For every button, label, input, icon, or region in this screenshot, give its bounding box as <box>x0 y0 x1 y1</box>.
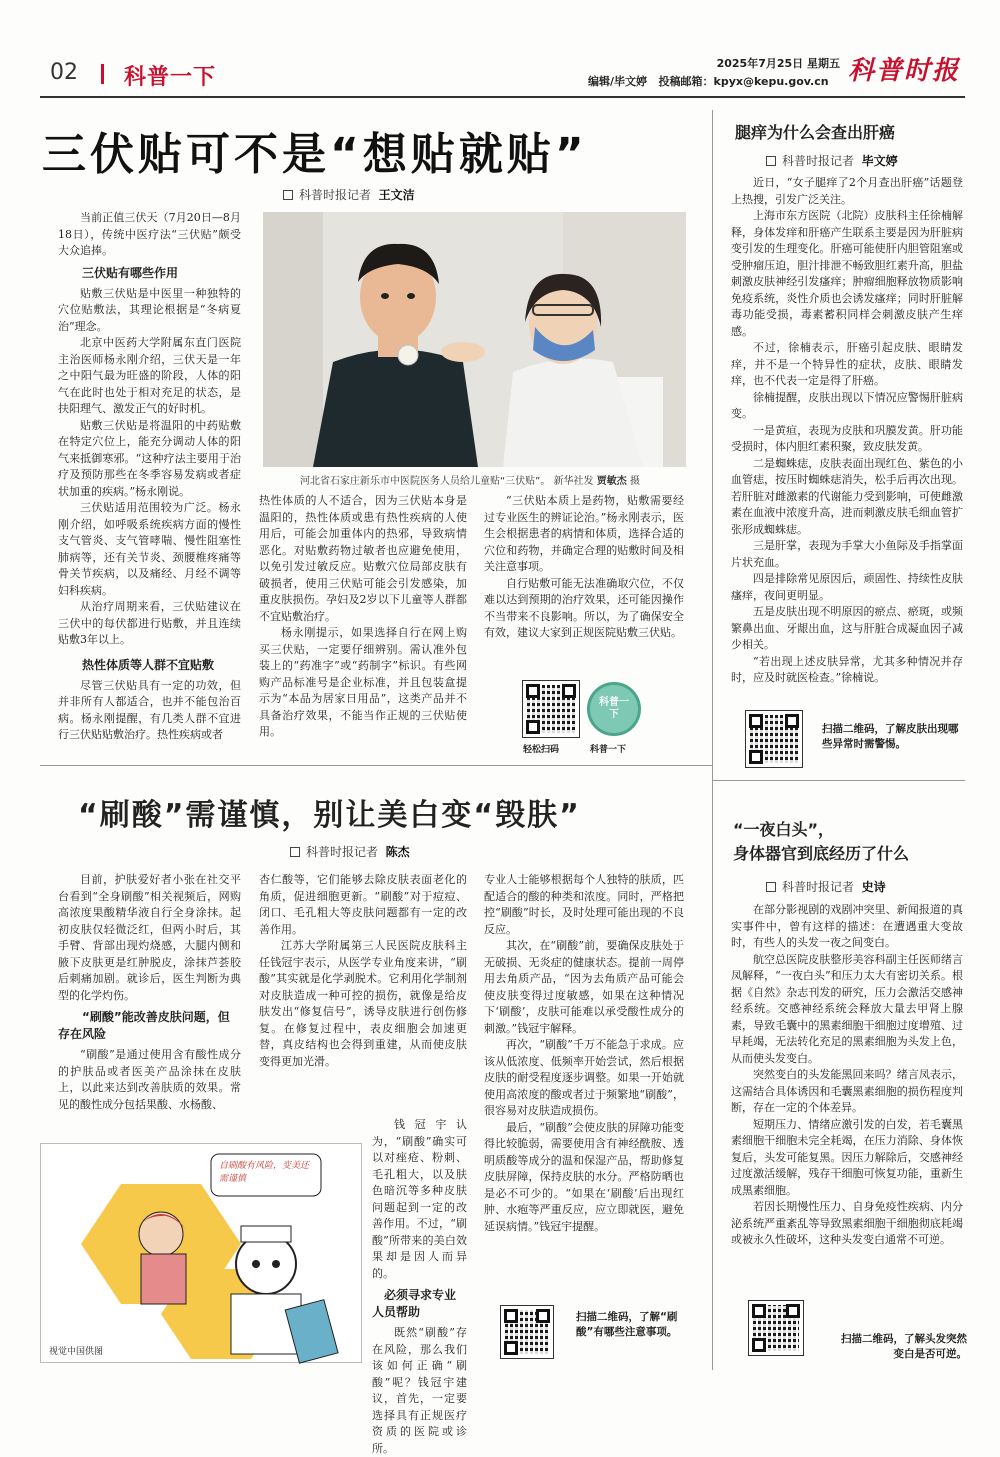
section-name: 科普一下 <box>124 65 217 90</box>
main-col-3: “三伏贴本质上是药物，贴敷需要经过专业医生的辨证论治。”杨永刚表示，医生会根据患者的病情和体质，选择合适的穴位和药物，并确定合理的贴敷时间及相关注意事项。 自行贴敷可能无法准确取穴位，不仅难以达到预期的治疗效果，还可能因操作不当带来不良影响。所以，为了确保安全有效，建议大家到正规医院贴敷三伏贴。 <box>484 494 684 639</box>
editor-credit: 编辑/毕文婷 投稿邮箱：kpyx@kepu.gov.cn <box>588 75 829 88</box>
right1-qr-code[interactable] <box>745 710 803 768</box>
column-divider <box>712 110 713 1370</box>
kepu-logo: 科普一下 <box>587 682 641 736</box>
header-divider <box>101 64 104 84</box>
right2-qr-text: 扫描二维码，了解头发突然变白是否可逆。 <box>841 1333 967 1360</box>
page-number: 02 <box>50 60 78 85</box>
issue-date: 2025年7月25日 星期五 <box>716 57 840 70</box>
photo-caption: 河北省石家庄新乐市中医院医务人员给儿童贴“三伏贴”。 新华社发 贾敏杰 摄 <box>300 476 640 487</box>
mid-rule-left <box>40 765 712 766</box>
cartoon-illustration <box>40 1143 362 1363</box>
mid-rule-right <box>713 780 965 781</box>
second-col-2a: 杏仁酸等，它们能够去除皮肤表面老化的角质，促进细胞更新。“刷酸”对于痘痘、闭口、毛孔粗大等皮肤问题都有一定的改善作用。 江苏大学附属第三人民医院皮肤科主任钱冠宇表示，从医学专业角度来讲，“刷酸”其实就是化学剥脱术。它利用化学制剂对皮肤造成一种可控的损伤，就像是给皮肤发出“修复信号”，诱导皮肤进行创伤修复。在修复过程中，表皮细胞会加速更替，真皮结构也会得到重建，从而使皮肤变得更加光滑。 <box>259 873 467 1068</box>
cartoon-credit: 视觉中国供图 <box>49 1347 104 1357</box>
right1-qr-text: 扫描二维码，了解皮肤出现哪些异常时需警惕。 <box>822 723 959 750</box>
qr-label-left: 轻松扫码 <box>523 745 560 755</box>
main-byline: 科普时报记者 王文洁 <box>283 186 415 203</box>
main-photo <box>263 212 686 467</box>
main-col-1: 当前正值三伏天（7月20日—8月18日），传统中医疗法“三伏贴”颇受大众追捧。 三伏贴有哪些作用 贴敷三伏贴是中医里一种独特的穴位贴敷法，其理论根据是“冬病夏治”理念。 北京中医药大学附属东直门医院主治医师杨永刚介绍，三伏天是一年之中阳气最为旺盛的阶段，人体的阳气在此时也处于相对充足的状态，是扶阳理气、激发正气的好时机。 贴敷三伏贴是将温阳的中药贴敷在特定穴位上，能充分调动人体的阳气来抵御寒邪。“这种疗法主要用于治疗及预防那些在冬季容易发病或者症状加重的疾病。”杨永刚说。 三伏贴适用范围较为广泛。杨永刚介绍，如呼吸系统疾病方面的慢性支气管炎、支气管哮喘、慢性阻塞性肺病等，还有关节炎、颈腰椎疼痛等骨关节疾病，以及痛经、月经不调等妇科疾病。 从治疗周期来看，三伏贴建议在三伏中的每伏都进行贴敷，并且连续贴敷3年以上。 热性体质等人群不宜贴敷 尽管三伏贴具有一定的功效，但并非所有人都适合，也并不能包治百病。杨永刚提醒，有几类人群不宜进行三伏贴贴敷治疗。热性疾病或者 <box>58 211 241 741</box>
qr-label-right: 科普一下 <box>590 745 627 755</box>
second-headline: “刷酸”需谨慎，别让美白变“毁肤” <box>78 798 581 833</box>
right2-byline: 科普时报记者 史诗 <box>766 878 886 895</box>
main-subhead-1: 三伏贴有哪些作用 <box>82 265 179 280</box>
main-lead: 当前正值三伏天（7月20日—8月18日），传统中医疗法“三伏贴”颇受大众追捧。 <box>58 211 241 257</box>
second-subhead-1: “刷酸”能改善皮肤问题，但存在风险 <box>58 1010 230 1041</box>
header-rule <box>40 96 965 98</box>
right1-headline: 腿痒为什么会查出肝癌 <box>735 123 896 142</box>
masthead-logo: 科普时报 <box>848 56 961 86</box>
right2-body: 在部分影视剧的戏剧冲突里、新闻报道的真实事件中，曾有这样的描述：在遭遇重大变故时，有些人的头发一夜之间变白。 航空总医院皮肤整形美容科副主任医师绪言凤解释，“一夜白头”和压力太大有密切关系。根据《自然》杂志刊发的研究，压力会激活交感神经系统。交感神经系统会释放大量去甲肾上腺素，导致毛囊中的黑素细胞干细胞过度增殖、过早耗竭，无法转化充足的黑素细胞为头发上色，从而使头发变白。 突然变白的头发能黑回来吗？绪言凤表示，这需结合具体诱因和毛囊黑素细胞的损伤程度判断，存在一定的个体差异。 短期压力、情绪应激引发的白发，若毛囊黑素细胞干细胞未完全耗竭，在压力消除、身体恢复后，头发可能复黑。因压力解除后，交感神经过度激活缓解，残存干细胞可恢复功能，重新生成黑素细胞。 若因长期慢性压力、自身免疫性疾病、内分泌系统严重紊乱等导致黑素细胞干细胞彻底耗竭或被永久性破坏，这种头发变白通常不可逆。 <box>731 903 963 1246</box>
main-subhead-2: 热性体质等人群不宜贴敷 <box>82 657 215 672</box>
right1-body: 近日，“女子腿痒了2个月查出肝癌”话题登上热搜，引发广泛关注。 上海市东方医院（北院）皮肤科主任徐楠解释，身体发痒和肝癌产生联系主要是因为肝脏病变引发的生理变化。肝癌可能使肝内胆管阻塞或受肿瘤压迫，胆汁排泄不畅致胆红素升高，胆盐刺激皮肤神经引发瘙痒；肿瘤细胞释放物质影响免疫系统，炎性介质也会诱发瘙痒；同时肝脏解毒功能受损，毒素蓄积同样会刺激皮肤产生痒感。 不过，徐楠表示，肝癌引起皮肤、眼睛发痒，并不是一个特异性的症状，皮肤、眼睛发痒，也不代表一定是得了肝癌。 徐楠提醒，皮肤出现以下情况应警惕肝脏病变。 一是黄疸，表现为皮肤和巩膜发黄。肝功能受损时，体内胆红素积聚，致皮肤发黄。 二是蜘蛛痣，皮肤表面出现红色、紫色的小血管痣，按压时蜘蛛痣消失，松手后再次出现。若肝脏对雌激素的代谢能力受到影响，可使雌激素在血液中浓度升高，进而刺激皮肤毛细血管扩张形成蜘蛛痣。 三是肝掌，表现为手掌大小鱼际及手指掌面片状充血。 四是排除常见原因后，顽固性、持续性皮肤瘙痒，夜间更明显。 五是皮肤出现不明原因的瘀点、瘀斑，或频繁鼻出血、牙龈出血，这与肝脏合成凝血因子减少相关。 “若出现上述皮肤异常，尤其多种情况并存时，应及时就医检查。”徐楠说。 <box>731 176 963 684</box>
main-qr-code[interactable] <box>522 680 580 738</box>
second-qr-text: 扫描二维码，了解“刷酸”有哪些注意事项。 <box>576 1311 678 1338</box>
second-qr-code[interactable] <box>500 1305 554 1359</box>
second-col-2b: 钱冠宇认为，“刷酸”确实可以对痤疮、粉刺、毛孔粗大，以及肤色暗沉等多种皮肤问题起到一定的改善作用。不过，“刷酸”所带来的美白效果却是因人而异的。 必须寻求专业人员帮助 既然“刷酸”存在风险，那么我们该如何正确“刷酸”呢？钱冠宇建议，首先，一定要选择具有正规医疗资质的医院或诊所。 <box>372 1118 467 1455</box>
second-col-1: 目前，护肤爱好者小张在社交平台看到“全身刷酸”相关视频后，网购高浓度果酸精华液自行全身涂抹。起初皮肤仅轻微泛红，但两小时后，其手臂、背部出现灼烧感，大腿内侧和腋下皮肤更是红肿脱皮，涂抹芦荟胶后刺痛加剧。就诊后，医生判断为典型的化学灼伤。 “刷酸”能改善皮肤问题，但存在风险 “刷酸”是通过使用含有酸性成分的护肤品或者医美产品涂抹在皮肤上，以此来达到改善肤质的效果。常见的酸性成分包括果酸、水杨酸、 <box>58 873 241 1111</box>
main-col-2: 热性体质的人不适合，因为三伏贴本身是温阳的，热性体质或患有热性疾病的人使用后，可能会加重体内的热邪，导致病情恶化。对贴敷药物过敏者也应避免使用，以免引发过敏反应。贴敷穴位局部皮肤有破损者，使用三伏贴可能会引发感染，加重皮肤损伤。孕妇及2岁以下儿童等人群都不宜贴敷治疗。 杨永刚提示，如果选择自行在网上购买三伏贴，一定要仔细辨别。需认准外包装上的“药准字”或“药制字”标识。有些网购产品标准号是企业标准，并且包装盒提示为“本品为居家日用品”，这类产品并不具备治疗效果，不能当作正规的三伏贴使用。 <box>259 494 467 738</box>
cartoon-speech-bubble: 自刷酸有风险，变美还需谨慎 <box>219 1161 310 1184</box>
main-headline: 三伏贴可不是“想贴就贴” <box>42 129 588 180</box>
right2-qr-code[interactable] <box>748 1300 804 1356</box>
second-subhead-2: 必须寻求专业人员帮助 <box>372 1288 457 1319</box>
second-byline: 科普时报记者 陈杰 <box>290 843 410 860</box>
right1-byline: 科普时报记者 毕文婷 <box>766 152 898 169</box>
second-col-3: 专业人士能够根据每个人独特的肤质，匹配适合的酸的种类和浓度。同时，严格把控“刷酸”时长，及时处理可能出现的不良反应。 其次，在“刷酸”前，要确保皮肤处于无破损、无炎症的健康状态。提前一周停用去角质产品，“因为去角质产品可能会使皮肤变得过度敏感，如果在这种情况下‘刷酸’，皮肤可能难以承受酸性成分的刺激。”钱冠宇解释。 再次，“刷酸”千万不能急于求成。应该从低浓度、低频率开始尝试，然后根据皮肤的耐受程度逐步调整。如果一开始就使用高浓度的酸或者过于频繁地“刷酸”，很容易对皮肤造成损伤。 最后，“刷酸”会使皮肤的屏障功能变得比较脆弱，需要使用含有神经酰胺、透明质酸等成分的温和保湿产品，帮助修复皮肤屏障，保持皮肤的水分。严格防晒也是必不可少的。“如果在‘刷酸’后出现红肿、水疱等严重反应，应立即就医，避免延误病情。”钱冠宇提醒。 <box>484 873 684 1233</box>
right2-headline: “一夜白头”， 身体器官到底经历了什么 <box>733 820 910 863</box>
